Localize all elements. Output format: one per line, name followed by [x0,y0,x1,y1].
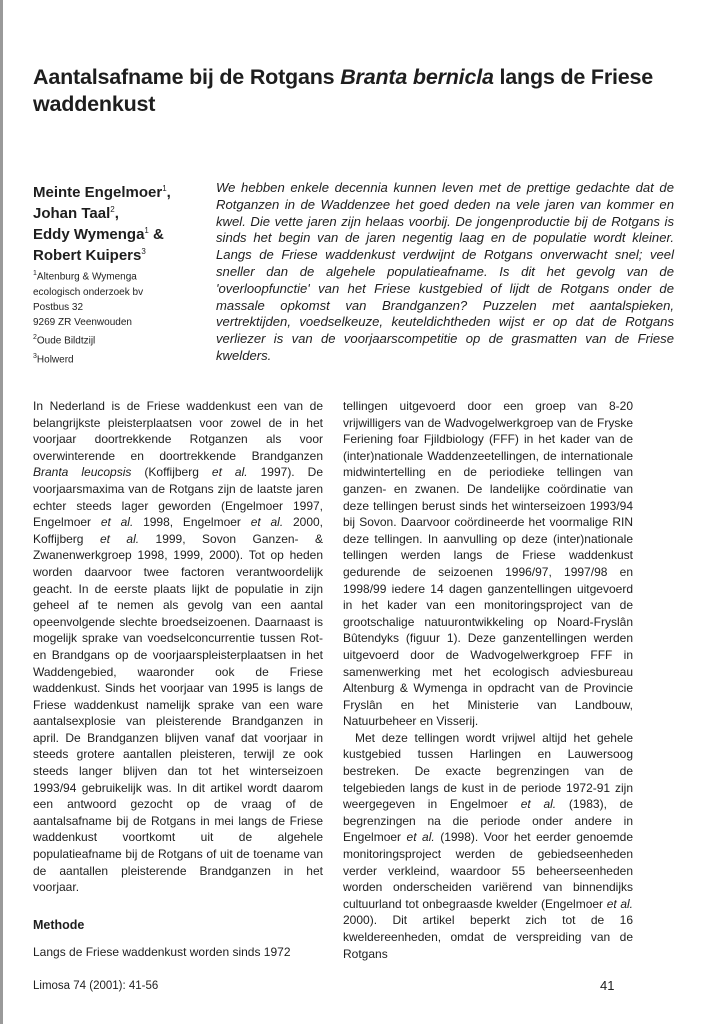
body-column-right [343,398,633,962]
author-list [33,180,208,264]
page-edge-rule [0,0,3,1024]
affiliation-1-line: 9269 ZR Veenwouden [33,316,132,328]
title-part1: Aantalsafname bij de Rotgans [33,65,341,89]
title-species: Branta bernicla [340,65,494,89]
methode-paragraph: Langs de Friese waddenkust worden sinds 1972 [33,945,291,959]
affiliation-3: $^3$Holwerd [33,352,74,365]
author: Robert Kuipers$^3$ [33,247,146,264]
affiliation-1-line: ecologisch onderzoek bv [33,286,144,298]
body-paragraph: Met deze tellingen wordt vrijwel altijd het gehele kustgebied tussen Harlingen en Lauwersoog bestreken. De exacte begrenzingen van de telgebieden langs de kust in de periode 1972-91 zijn weergegeven in Engelmoer et al. (1983), de begrenzingen na die periode onder andere in Engelmoer et al. (1998). Voor het eerder genoemde monitoringsproject werden de gebiedseenheden verder verkleind, waardoor 55 beheerseenheden worden onderscheiden variërend van binnendijks cultuurland tot onbegraasde kwelder (Engelmoer et al. 2000). Dit artikel beperkt zich tot de 16 kweldereenheden, omdat de verspreiding van de Rotgans [343,730,634,961]
affiliation-1-line: Postbus 32 [33,301,84,313]
author: Johan Taal$^2$, [33,205,119,222]
section-heading-methode: Methode [33,918,85,932]
affiliation-2: $^2$Oude Bildtzijl [33,334,96,347]
page-number: 41 [600,978,615,993]
affiliations [33,266,208,367]
article-title [33,64,673,118]
author: Eddy Wymenga$^1$ & [33,226,164,243]
body-paragraph: In Nederland is de Friese waddenkust een van de belangrijkste pleisterplaatsen voor zowel de in het voorjaar doortrekkende Rotganzen als voor overwinterende en doortrekkende Brandganzen Branta leucopsis (Koffijberg et al. 1997). De voorjaarsmaxima van de Rotgans zijn de laatste jaren echter steeds lager geworden (Engelmoer 1997, Engelmoer et al. 1998, Engelmoer et al. 2000, Koffijberg et al. 1999, Sovon Ganzen- & Zwanenwerkgroep 1998, 1999, 2000). Tot op heden worden daarvoor twee factoren verantwoordelijk geacht. In de eerste plaats lijkt de populatie in zijn geheel af te nemen als gevolg van een aantal opeenvolgende slechte broedseizoenen. Daarnaast is mogelijk sprake van voedselconcurrentie tussen Rot- en Brandgans op de voorjaarspleisterplaatsen in het Waddengebied, waaronder ook de Friese waddenkust. Sinds het voorjaar van 1995 is langs de Friese waddenkust namelijk sprake van een ware aantalsexplosie van pleisterende Brandganzen in april. De Brandganzen blijven vanaf dat voorjaar in steeds grotere aantallen pleisteren, terwijl ze ook steeds langer blijven dan tot het winterseizoen 1993/94 gebruikelijk was. In dit artikel wordt daarom een antwoord gezocht op de vraag of de aantalsafname bij de Rotgans in mei langs de Friese waddenkust voortkomt uit de algehele populatieafname bij de Rotgans of uit de toename van de aantallen pleisterende Brandganzen in het voorjaar. [33,399,324,895]
body-column-left [33,398,323,896]
abstract: We hebben enkele decennia kunnen leven met de prettige gedachte dat de Rotganzen in de Waddenzee het goed deden na vele jaren van kommer en kwel. Die vette jaren zijn helaas voorbij. De jongenproductie bij de Rotgans is sinds het begin van de jaren negentig laag en de populatie wordt kleiner. Langs de Friese waddenkust verdwijnt de Rotgans onverwacht snel; veel sneller dan de algehele populatieafname. Is dit het gevolg van de 'overloopfunctie' van het Friese kustgebied of lijdt de Rotgans onder de massale opkomst van Brandganzen? Puzzelen met aantalspieken, vertrektijden, voedselkeuze, keuteldichtheden wijst er op dat de Rotgans verliezer is van de voorjaarscompetitie op de grasmatten van de Friese kwelders. [216,180,674,363]
title-part2: langs de Friese waddenkust [33,65,654,116]
affiliation-1: $^1$Altenburg & Wymenga [33,270,137,283]
author: Meinte Engelmoer$^1$, [33,184,171,201]
body-paragraph: tellingen uitgevoerd door een groep van 8-20 vrijwilligers van de Wadvogelwerkgroep van de Fryske Feriening foar Fjildbiology (FFF) in het kader van de (inter)nationale Waddenzeetellingen, de internationale midwintertelling en de periodieke tellingen van ganzen- en zwanen. De landelijke coördinatie van deze tellingen berust sinds het winterseizoen 1993/94 bij Sovon. Daarvoor coördineerde het voormalige RIN deze tellingen. In aanvulling op deze (inter)nationale tellingen werden langs de Friese waddenkust gedurende de seizoenen 1996/97, 1997/98 en 1998/99 iedere 14 dagen ganzentellingen uitgevoerd in het kader van een monitoringsproject van de grootschalige natuurontwikkeling op Noard-Fryslân Bûtendyks (figuur 1). Deze ganzentellingen werden uitgevoerd door de Wadvogelwerkgroep FFF in samenwerking met het ecologisch adviesbureau Altenburg & Wymenga in opdracht van de Provincie Fryslân en het Ministerie van Landbouw, Natuurbeheer en Visserij. [343,399,633,729]
journal-citation: Limosa 74 (2001): 41-56 [33,980,159,992]
